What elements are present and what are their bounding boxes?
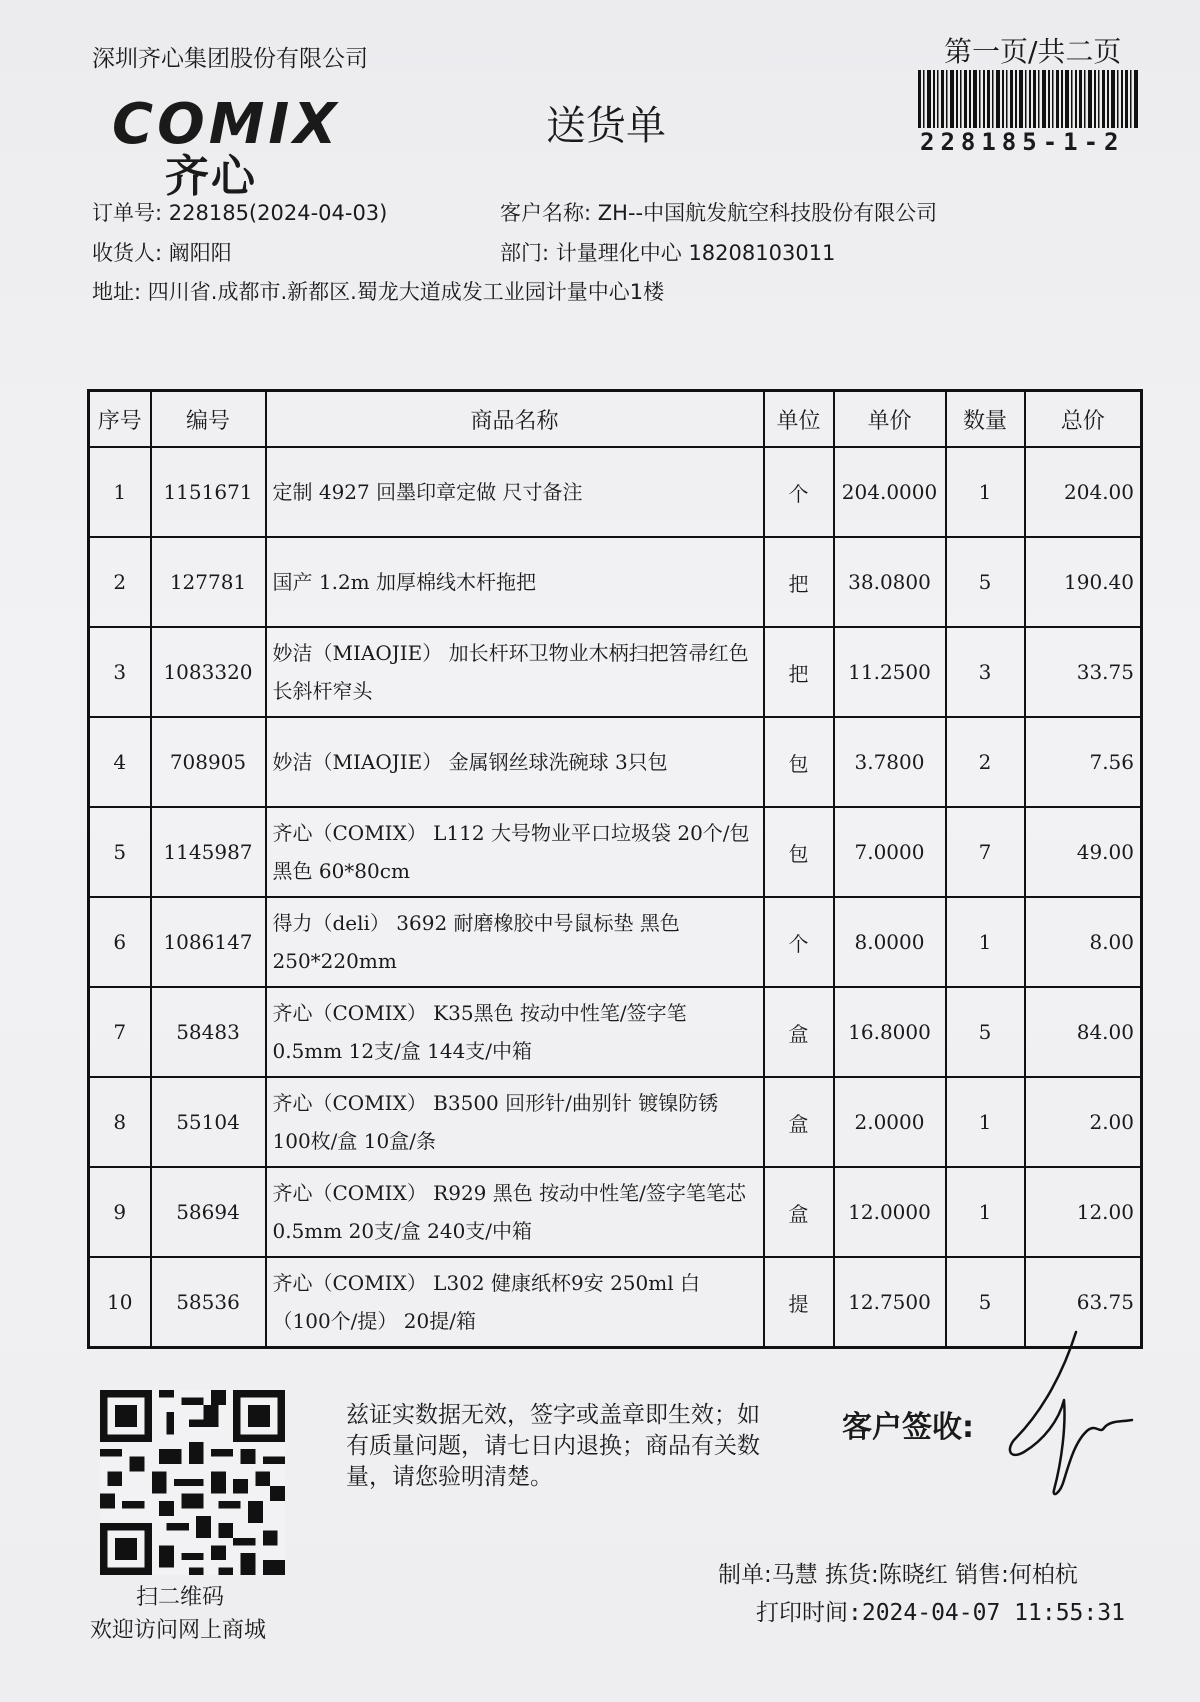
row-unit: 个 <box>764 897 834 987</box>
row-price: 16.8000 <box>834 987 946 1077</box>
row-unit: 个 <box>764 447 834 537</box>
header-price: 单价 <box>834 391 946 448</box>
row-qty: 1 <box>946 1077 1025 1167</box>
row-seq: 2 <box>89 537 151 627</box>
row-qty: 2 <box>946 717 1025 807</box>
row-name: 妙洁（MIAOJIE） 金属钢丝球洗碗球 3只包 <box>266 717 764 807</box>
staff-info: 制单:马慧 拣货:陈晓红 销售:何柏杭 <box>718 1562 1078 1588</box>
row-total: 7.56 <box>1025 717 1142 807</box>
row-total: 49.00 <box>1025 807 1142 897</box>
row-seq: 4 <box>89 717 151 807</box>
header-code: 编号 <box>151 391 266 448</box>
row-unit: 把 <box>764 537 834 627</box>
print-time: 打印时间:2024-04-07 11:55:31 <box>756 1600 1125 1626</box>
customer-name-value: ZH--中国航发航空科技股份有限公司 <box>597 201 938 225</box>
row-price: 12.0000 <box>834 1167 946 1257</box>
row-price: 8.0000 <box>834 897 946 987</box>
row-code: 1086147 <box>151 897 266 987</box>
row-name: 齐心（COMIX） R929 黑色 按动中性笔/签字笔笔芯0.5mm 20支/盒 240支/中箱 <box>266 1167 764 1257</box>
table-row <box>89 537 1142 627</box>
customer-sign-label: 客户签收: <box>842 1410 974 1445</box>
customer-name <box>500 197 937 227</box>
row-unit: 盒 <box>764 987 834 1077</box>
row-code: 55104 <box>151 1077 266 1167</box>
document-title: 送货单 <box>546 103 666 149</box>
row-name: 得力（deli） 3692 耐磨橡胶中号鼠标垫 黑色 250*220mm <box>266 897 764 987</box>
row-price: 2.0000 <box>834 1077 946 1167</box>
row-unit: 包 <box>764 807 834 897</box>
row-code: 1151671 <box>151 447 266 537</box>
row-price: 204.0000 <box>834 447 946 537</box>
row-code: 58483 <box>151 987 266 1077</box>
handwritten-signature <box>1004 1330 1134 1500</box>
comix-logo-cn: 齐心 <box>165 151 257 202</box>
row-total: 33.75 <box>1025 627 1142 717</box>
row-total: 8.00 <box>1025 897 1142 987</box>
row-seq: 6 <box>89 897 151 987</box>
row-total: 63.75 <box>1025 1257 1142 1348</box>
row-total: 2.00 <box>1025 1077 1142 1167</box>
row-qty: 5 <box>946 987 1025 1077</box>
row-code: 58694 <box>151 1167 266 1257</box>
row-unit: 提 <box>764 1257 834 1348</box>
header-unit: 单位 <box>764 391 834 448</box>
row-unit: 盒 <box>764 1077 834 1167</box>
comix-logo-en: COMIX <box>112 92 341 157</box>
row-qty: 1 <box>946 447 1025 537</box>
row-price: 38.0800 <box>834 537 946 627</box>
table-row <box>89 897 1142 987</box>
customer-name-label: 客户名称: <box>500 201 592 225</box>
order-number <box>92 197 387 227</box>
row-seq: 1 <box>89 447 151 537</box>
row-price: 12.7500 <box>834 1257 946 1348</box>
row-code: 708905 <box>151 717 266 807</box>
address-label: 地址: <box>92 280 142 304</box>
row-seq: 5 <box>89 807 151 897</box>
row-qty: 5 <box>946 537 1025 627</box>
table-row <box>89 447 1142 537</box>
row-qty: 7 <box>946 807 1025 897</box>
row-code: 127781 <box>151 537 266 627</box>
qr-label: 扫二维码 <box>136 1585 225 1610</box>
row-seq: 3 <box>89 627 151 717</box>
department-label: 部门: <box>500 241 550 265</box>
row-total: 12.00 <box>1025 1167 1142 1257</box>
address <box>92 276 664 306</box>
table-row <box>89 987 1142 1077</box>
items-table <box>87 389 1143 1349</box>
row-price: 7.0000 <box>834 807 946 897</box>
department <box>500 237 835 267</box>
row-qty: 1 <box>946 897 1025 987</box>
row-name: 国产 1.2m 加厚棉线木杆拖把 <box>266 537 764 627</box>
row-seq: 8 <box>89 1077 151 1167</box>
receiver-value: 阚阳阳 <box>168 241 232 265</box>
row-name: 齐心（COMIX） K35黑色 按动中性笔/签字笔 0.5mm 12支/盒 144支/中箱 <box>266 987 764 1077</box>
row-code: 58536 <box>151 1257 266 1348</box>
table-row <box>89 717 1142 807</box>
row-unit: 盒 <box>764 1167 834 1257</box>
header-total: 总价 <box>1025 391 1142 448</box>
row-name: 齐心（COMIX） B3500 回形针/曲别针 镀镍防锈 100枚/盒 10盒/条 <box>266 1077 764 1167</box>
row-qty: 1 <box>946 1167 1025 1257</box>
row-code: 1083320 <box>151 627 266 717</box>
row-qty: 5 <box>946 1257 1025 1348</box>
notice-text: 兹证实数据无效，签字或盖章即生效；如有质量问题，请七日内退换；商品有关数量，请您验明清楚。 <box>346 1402 760 1490</box>
header-seq: 序号 <box>89 391 151 448</box>
barcode-number: 228185-1-2 <box>920 128 1125 156</box>
row-total: 190.40 <box>1025 537 1142 627</box>
header-name: 商品名称 <box>266 391 764 448</box>
row-name: 妙洁（MIAOJIE） 加长杆环卫物业木柄扫把笤帚红色长斜杆窄头 <box>266 627 764 717</box>
table-row <box>89 807 1142 897</box>
table-row <box>89 1077 1142 1167</box>
row-code: 1145987 <box>151 807 266 897</box>
company-name: 深圳齐心集团股份有限公司 <box>92 46 368 72</box>
qr-code-image <box>100 1390 285 1575</box>
table-header-row <box>89 391 1142 448</box>
row-price: 11.2500 <box>834 627 946 717</box>
header-qty: 数量 <box>946 391 1025 448</box>
department-value: 计量理化中心 18208103011 <box>555 241 836 265</box>
row-seq: 7 <box>89 987 151 1077</box>
row-price: 3.7800 <box>834 717 946 807</box>
table-row <box>89 1167 1142 1257</box>
receiver-label: 收货人: <box>92 241 163 265</box>
row-unit: 包 <box>764 717 834 807</box>
order-number-value: 228185(2024-04-03) <box>168 201 388 225</box>
page-number: 第一页/共二页 <box>944 35 1122 68</box>
row-name: 齐心（COMIX） L112 大号物业平口垃圾袋 20个/包 黑色 60*80cm <box>266 807 764 897</box>
row-total: 84.00 <box>1025 987 1142 1077</box>
qr-label-mall: 欢迎访问网上商城 <box>90 1618 267 1643</box>
row-name: 齐心（COMIX） L302 健康纸杯9安 250ml 白（100个/提） 20提/箱 <box>266 1257 764 1348</box>
table-row <box>89 1257 1142 1348</box>
row-qty: 3 <box>946 627 1025 717</box>
table-row <box>89 627 1142 717</box>
row-seq: 9 <box>89 1167 151 1257</box>
receiver <box>92 237 232 267</box>
order-number-label: 订单号: <box>92 201 163 225</box>
row-seq: 10 <box>89 1257 151 1348</box>
row-name: 定制 4927 回墨印章定做 尺寸备注 <box>266 447 764 537</box>
row-total: 204.00 <box>1025 447 1142 537</box>
row-unit: 把 <box>764 627 834 717</box>
address-value: 四川省.成都市.新都区.蜀龙大道成发工业园计量中心1楼 <box>147 280 665 304</box>
barcode-image <box>918 70 1138 128</box>
